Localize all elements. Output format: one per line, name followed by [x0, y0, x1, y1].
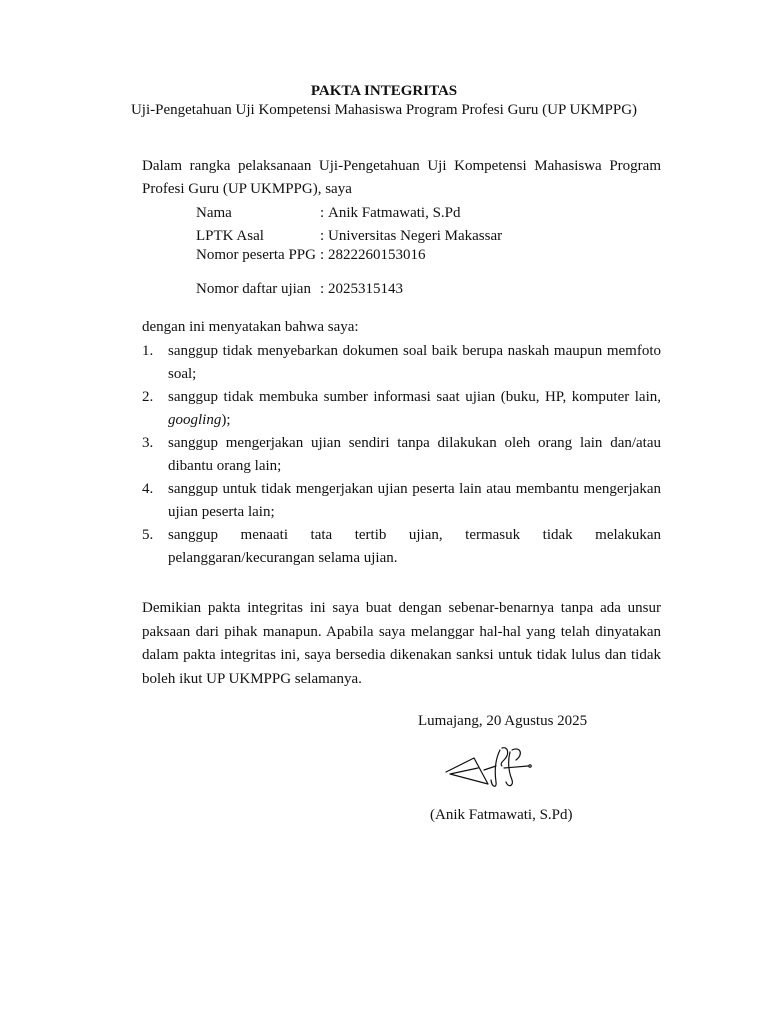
list-text	[168, 386, 661, 432]
list-text-italic: googling	[168, 412, 222, 428]
field-nama	[196, 203, 461, 223]
field-label: Nomor peserta PPG	[196, 247, 316, 263]
list-item	[142, 386, 661, 432]
field-value: Anik Fatmawati, S.Pd	[328, 205, 461, 221]
list-item	[142, 340, 661, 386]
closing-paragraph: Demikian pakta integritas ini saya buat dengan sebenar-benarnya tanpa ada unsur paksaan dari pihak manapun. Apabila saya melanggar hal-hal yang telah dinyatakan dalam pakta integritas ini, saya bersedia dikenakan sanksi untuk tidak lulus dan tidak boleh ikut UP UKMPPG selamanya.	[142, 600, 661, 687]
intro-line-1: Dalam rangka pelaksanaan Uji-Pengetahuan Uji Kompetensi Mahasiswa Program	[142, 158, 661, 174]
document-title: PAKTA INTEGRITAS	[310, 83, 458, 99]
intro-line-2: Profesi Guru (UP UKMPPG), saya	[142, 181, 352, 197]
field-value: 2025315143	[328, 281, 403, 297]
statement-text: dengan ini menyatakan bahwa saya:	[142, 319, 359, 335]
list-number: 1.	[142, 343, 154, 359]
list-number: 4.	[142, 481, 154, 497]
list-text: sanggup mengerjakan ujian sendiri tanpa dilakukan oleh orang lain dan/atau dibantu orang lain;	[168, 435, 661, 474]
list-text: sanggup untuk tidak mengerjakan ujian peserta lain atau membantu mengerjakan ujian peserta lain;	[168, 481, 661, 520]
list-item	[142, 524, 661, 570]
intro-paragraph	[142, 155, 661, 201]
list-number: 5.	[142, 527, 154, 543]
list-text: sanggup menaati tata tertib ujian, termasuk tidak melakukan pelanggaran/kecurangan selama ujian.	[168, 527, 661, 566]
field-value: Universitas Negeri Makassar	[328, 228, 503, 244]
document-subtitle: Uji-Pengetahuan Uji Kompetensi Mahasiswa Program Profesi Guru (UP UKMPPG)	[130, 102, 638, 118]
signature-image	[444, 744, 540, 790]
field-label: Nomor daftar ujian	[196, 281, 311, 297]
signer-name: (Anik Fatmawati, S.Pd)	[430, 807, 573, 823]
field-value: 2822260153016	[328, 247, 426, 263]
list-item	[142, 432, 661, 478]
field-nomor-peserta	[196, 245, 426, 265]
list-number: 3.	[142, 435, 154, 451]
list-text-end: );	[221, 412, 231, 428]
field-lptk-asal	[196, 226, 502, 246]
field-label: LPTK Asal	[196, 228, 264, 244]
place-date: Lumajang, 20 Agustus 2025	[418, 713, 588, 729]
field-separator: :	[320, 247, 325, 263]
field-separator: :	[320, 281, 325, 297]
field-separator: :	[320, 228, 325, 244]
pledge-list	[142, 340, 661, 570]
list-text: sanggup tidak menyebarkan dokumen soal baik berupa naskah maupun memfoto soal;	[168, 343, 661, 382]
field-label: Nama	[196, 205, 232, 221]
field-separator: :	[320, 205, 325, 221]
list-text-main: sanggup tidak membuka sumber informasi saat ujian (buku, HP, komputer lain,	[168, 389, 661, 405]
list-item	[142, 478, 661, 524]
list-number: 2.	[142, 389, 154, 405]
field-nomor-daftar	[196, 279, 403, 299]
